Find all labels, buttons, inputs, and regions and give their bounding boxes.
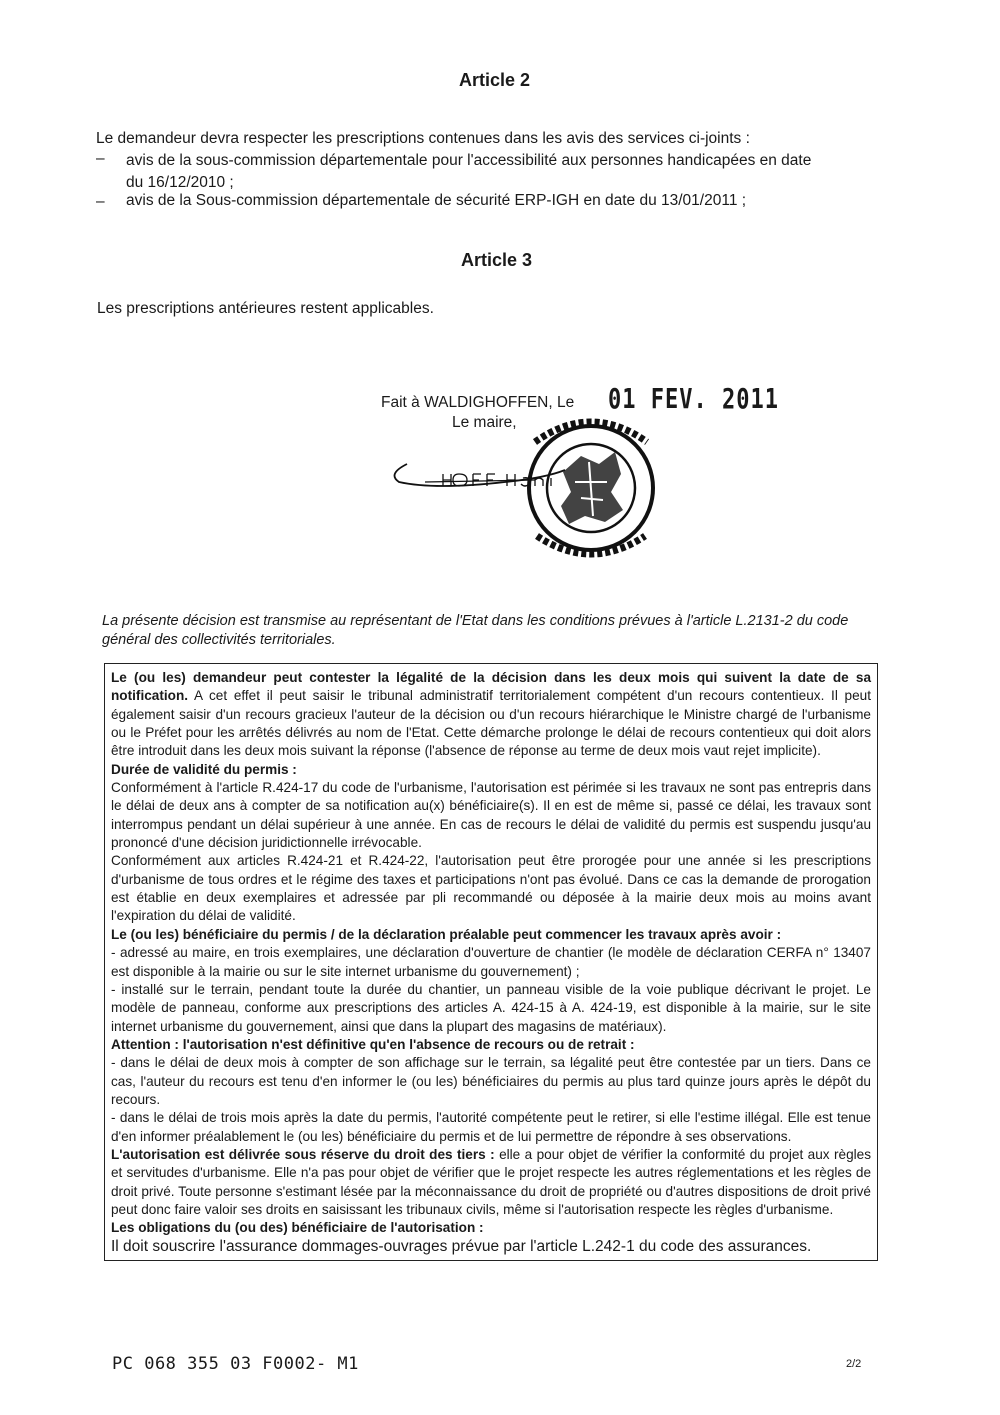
transmission-note: La présente décision est transmise au représentant de l'Etat dans les conditions prévues à l'article L.2131-2 du code général des collectivités territoriales. — [102, 613, 849, 648]
article-3-text: Les prescriptions antérieures restent applicables. — [97, 300, 434, 317]
list-item: avis de la sous-commission départementale pour l'accessibilité aux personnes handicapées en date — [126, 152, 812, 169]
page-number: 2/2 — [846, 1358, 862, 1370]
box-heading-obligations: Les obligations du (ou des) bénéficiaire de l'autorisation : — [111, 1220, 484, 1236]
box-text-assurance: Il doit souscrire l'assurance dommages-ouvrages prévue par l'article L.242-1 du code des assurances. — [111, 1237, 812, 1255]
box-heading-tiers: L'autorisation est délivrée sous réserve du droit des tiers : — [111, 1146, 495, 1162]
box-text-retrait: - dans le délai de trois mois après la date du permis, l'autorité compétente peut le retirer, si elle l'estime illégal. Elle est tenue d'en informer préalablement le (ou les) bénéficiaire du permis et de lui permettre de répondre à ses observations. — [111, 1110, 871, 1144]
article-3-title: Article 3 — [461, 250, 533, 270]
box-text-prorogation: Conformément aux articles R.424-21 et R.424-22, l'autorisation peut être prorogée pour une année si les prescriptions d'urbanisme de tous ordres et le régime des taxes et participations n'ont pas évolué. Dans ce cas la demande de prorogation est établie en deux exemplaires et adressée par pli recommandé ou déposée à la mairie deux mois au moins avant l'expiration du délai de validité. — [111, 853, 871, 924]
box-text-validite: Conformément à l'article R.424-17 du code de l'urbanisme, l'autorisation est périmée si les travaux ne sont pas entrepris dans le délai de deux ans à compter de sa notification au(x) bénéficiaire(s). Il en est de même si, passé ce délai, les travaux sont interrompus pendant un délai supérieur à une année. En cas de recours le délai de validité du permis est suspendu jusqu'au prononcé d'une décision juridictionnelle irrévocable. — [111, 780, 871, 851]
official-seal — [529, 422, 653, 554]
signature-role: Le maire, — [452, 414, 517, 431]
document-reference: PC 068 355 03 F0002- M1 — [112, 1354, 359, 1374]
box-heading-travaux: Le (ou les) bénéficiaire du permis / de la déclaration préalable peut commencer les travaux après avoir : — [111, 926, 782, 942]
box-heading-recours: Le (ou les) demandeur peut contester la légalité de la décision dans les deux mois qui suivent la date de sa notification. — [111, 670, 871, 704]
box-text-tiers: elle a pour objet de vérifier la conformité du projet aux règles et servitudes d'urbanisme. Elle n'a pas pour objet de vérifier que le projet respecte les autres réglementations et les règles de droit privé. Toute personne s'estimant lésée par la méconnaissance du droit de propriété ou d'autres dispositions de droit privé peut donc faire valoir ses droits en saisissant les tribunaux civils, même si l'autorisation respecte les règles d'urbanisme. — [111, 1146, 872, 1217]
box-heading-attention: Attention : l'autorisation n'est définitive qu'en l'absence de recours ou de retrait : — [111, 1036, 635, 1052]
date-stamp: 01 FEV. 2011 — [608, 384, 779, 416]
box-text-declaration: - adressé au maire, en trois exemplaires, une déclaration d'ouverture de chantier (le modèle de déclaration CERFA n° 13407 est disponible à la mairie ou sur le site internet urbanisme du gouvernement) ; — [111, 945, 871, 979]
article-2-title: Article 2 — [459, 70, 531, 90]
box-heading-validite: Durée de validité du permis : — [111, 761, 297, 777]
box-text-recours: A cet effet il peut saisir le tribunal administratif territorialement compétent d'un recours contentieux. Il peut également saisir d'un recours gracieux l'auteur de la décision ou d'un recours hiérarchique le Ministre chargé de l'urbanisme ou le Préfet pour les arrêtés délivrés au nom de l'Etat. Cette démarche prolonge le délai de recours contentieux qui doit alors être introduit dans les deux mois suivant la réponse (l'absence de réponse au terme de deux mois vaut rejet implicite). — [111, 688, 871, 759]
box-text-panneau: - installé sur le terrain, pendant toute la durée du chantier, un panneau visible de la voie publique décrivant le projet. Le modèle de panneau, conforme aux prescriptions des articles A. 424-15 à A. 424-19, est disponible à la mairie, sur le site internet urbanisme du gouvernement, ainsi que dans la plupart des magasins de matériaux). — [111, 981, 871, 1034]
handwritten-signature — [395, 464, 566, 486]
mayor-stamp-and-signature — [385, 412, 675, 562]
box-text-affichage: - dans le délai de deux mois à compter de son affichage sur le terrain, sa légalité peut être contestée par un tiers. Dans ce cas, l'auteur du recours est tenu d'en informer le (ou les) bénéficiaires du permis au plus tard quinze jours après le dépôt du recours. — [111, 1055, 871, 1107]
list-dash: – — [96, 193, 105, 210]
legal-info-box — [104, 663, 878, 1261]
signature-place: Fait à WALDIGHOFFEN, Le — [381, 394, 575, 411]
list-dash: – — [96, 150, 105, 167]
list-item-continued: du 16/12/2010 ; — [126, 174, 234, 191]
list-item: avis de la Sous-commission départementale de sécurité ERP-IGH en date du 13/01/2011 ; — [126, 192, 747, 209]
article-2-intro: Le demandeur devra respecter les prescriptions contenues dans les avis des services ci-joints : — [96, 130, 750, 147]
